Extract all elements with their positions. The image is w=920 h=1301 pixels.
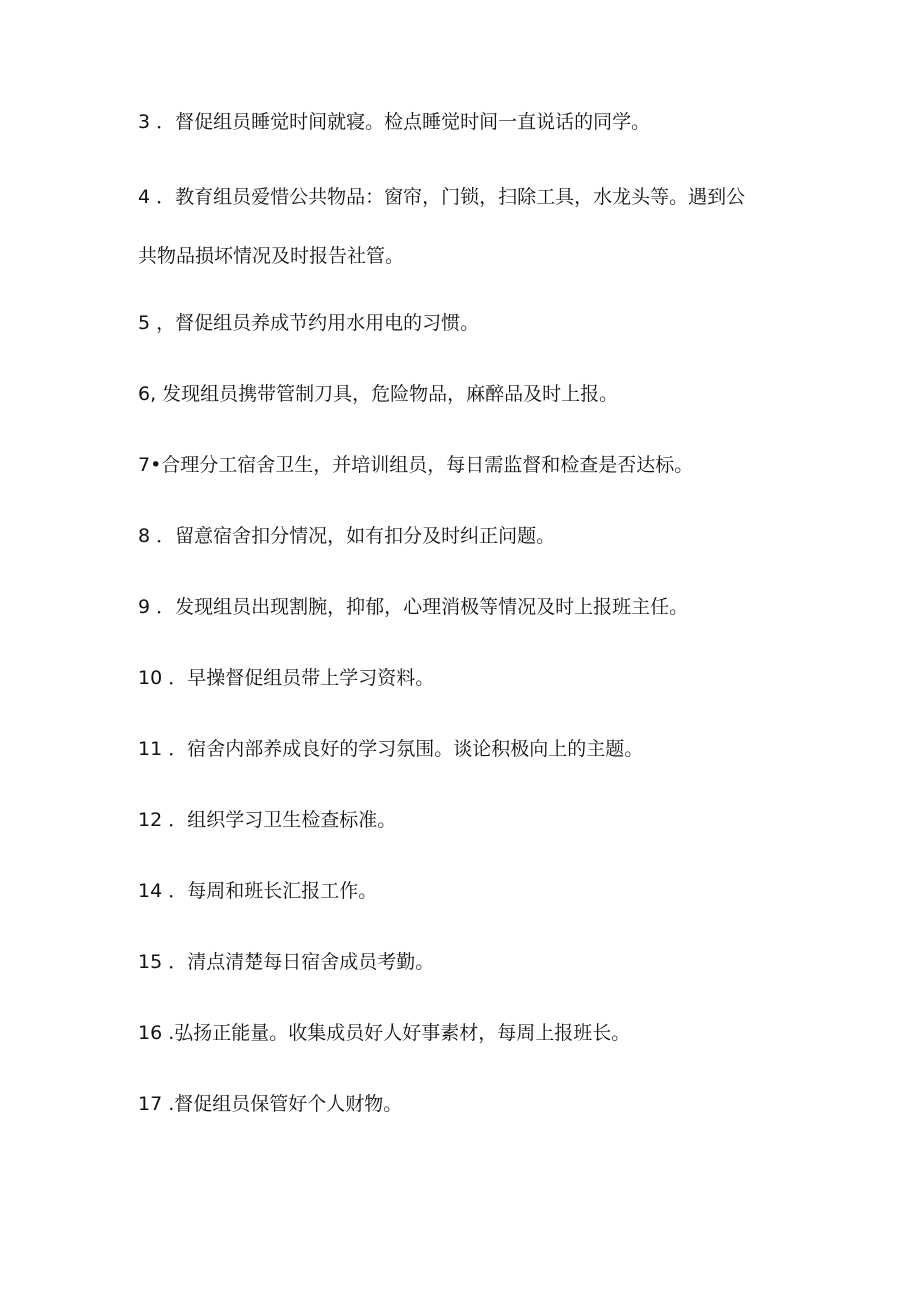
list-item bbox=[138, 527, 788, 546]
list-item bbox=[138, 113, 788, 132]
list-item bbox=[138, 598, 788, 617]
list-item bbox=[138, 882, 788, 901]
item-text: 14 ．每周和班长汇报工作。 bbox=[138, 880, 378, 902]
item-text: 8 ．留意宿舍扣分情况，如有扣分及时纠正问题。 bbox=[138, 525, 556, 547]
list-item bbox=[138, 456, 788, 475]
item-text-continued: 共物品损坏情况及时报告社管。 bbox=[138, 245, 405, 267]
item-text: 6, 发现组员携带管制刀具，危险物品，麻醉品及时上报。 bbox=[138, 383, 619, 405]
list-item bbox=[138, 669, 788, 688]
item-text: 16 .弘扬正能量。收集成员好人好事素材，每周上报班长。 bbox=[138, 1022, 631, 1044]
list-item bbox=[138, 740, 788, 759]
item-text: 12 ．组织学习卫生检查标准。 bbox=[138, 809, 397, 831]
list-item bbox=[138, 385, 788, 404]
item-text: 5 ，督促组员养成节约用水用电的习惯。 bbox=[138, 312, 480, 334]
item-text: 11 ．宿舍内部养成良好的学习氛围。谈论积极向上的主题。 bbox=[138, 738, 644, 760]
item-text: 4 ．教育组员爱惜公共物品：窗帘，门锁，扫除工具，水龙头等。遇到公 bbox=[138, 186, 746, 208]
list-item bbox=[138, 1095, 788, 1114]
item-text: 3 ．督促组员睡觉时间就寝。检点睡觉时间一直说话的同学。 bbox=[138, 111, 651, 133]
item-text: 15 ．清点清楚每日宿舍成员考勤。 bbox=[138, 951, 435, 973]
item-text: 9 ．发现组员出现割腕，抑郁，心理消极等情况及时上报班主任。 bbox=[138, 596, 689, 618]
list-item bbox=[138, 811, 788, 830]
list-item bbox=[138, 1024, 788, 1043]
list-item bbox=[138, 314, 788, 333]
item-text: 7•合理分工宿舍卫生，并培训组员，每日需监督和检查是否达标。 bbox=[138, 454, 694, 476]
item-text: 10 ．早操督促组员带上学习资料。 bbox=[138, 667, 435, 689]
list-item bbox=[138, 953, 788, 972]
item-text: 17 .督促组员保管好个人财物。 bbox=[138, 1093, 403, 1115]
list-item bbox=[138, 188, 788, 266]
